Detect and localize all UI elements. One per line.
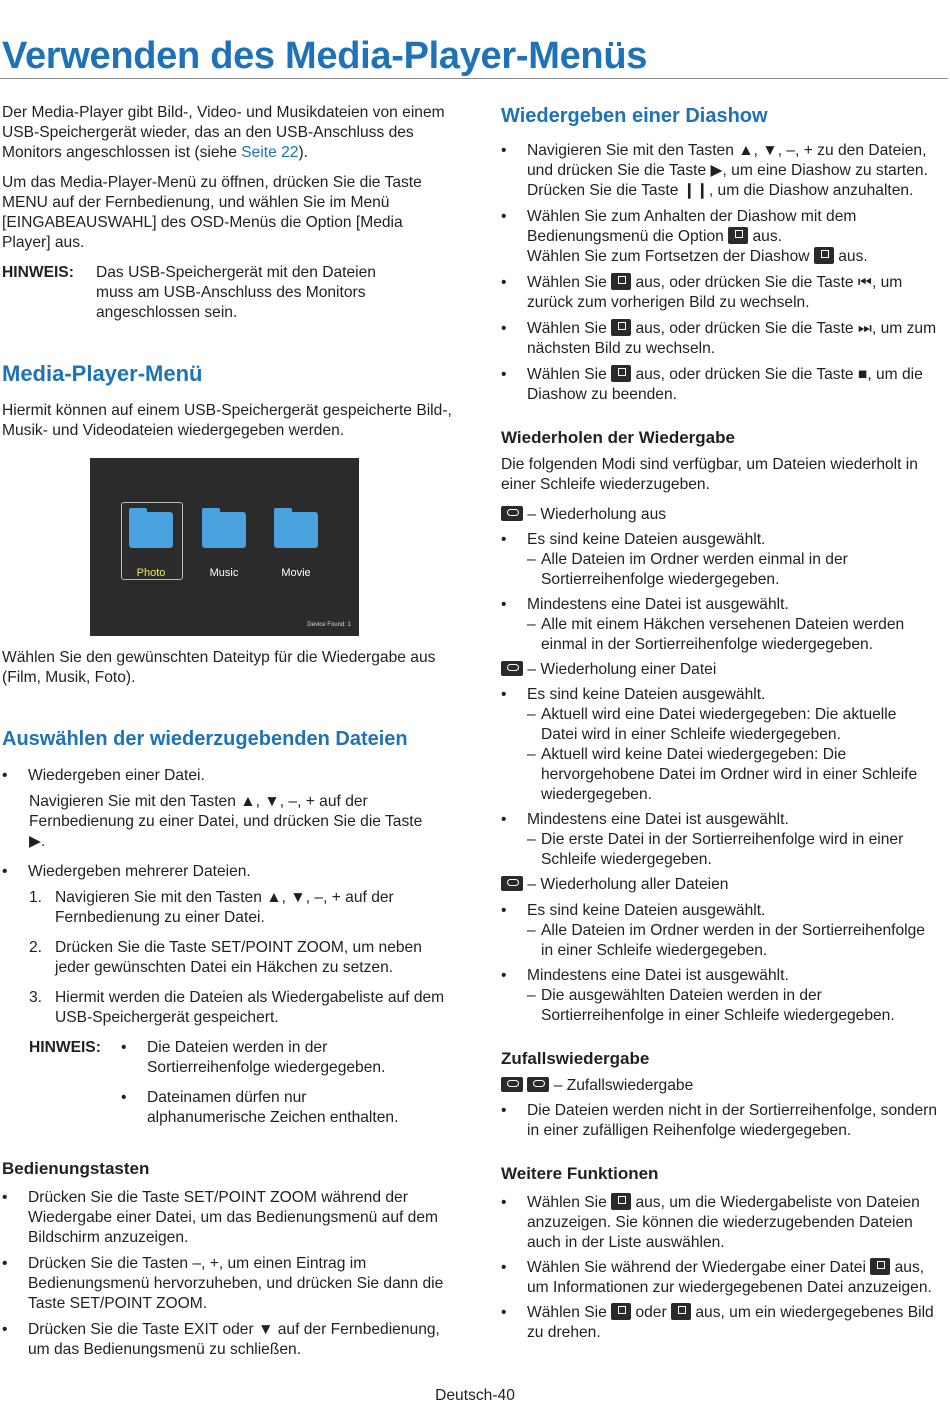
photo-label: Photo <box>136 567 166 579</box>
stop-option-icon <box>611 365 631 382</box>
repeat-one-none-detail-1: – Aktuell wird eine Datei wiedergegeben: Die aktuelle Datei wird in einer Schleife wiedergegeben. <box>527 705 931 745</box>
select-bullet-1-text: Navigieren Sie mit den Tasten ▲, ▼, –, + auf der Fernbedienung zu einer Datei, und drücken Sie die Taste ▶. <box>29 793 423 850</box>
slideshow-item-4: • Wählen Sie aus, oder drücken Sie die Taste ⏭, um zum nächsten Bild zu wechseln. <box>501 319 947 359</box>
section-heading-more: Weitere Funktionen <box>501 1164 659 1183</box>
select-steps <box>2 888 459 1028</box>
section-heading-menu: Media-Player-Menü <box>2 361 203 386</box>
rotate-right-icon <box>671 1303 691 1320</box>
section-heading-slideshow: Wiedergeben einer Diashow <box>501 105 768 127</box>
slideshow-item-2: • Wählen Sie zum Anhalten der Diashow mit dem Bedienungsmenü die Option aus. Wählen Sie zum Fortsetzen der Diashow aus. <box>501 207 947 267</box>
slideshow-item-1: • Navigieren Sie mit den Tasten ▲, ▼, –, + zu den Dateien, und drücken Sie die Taste ▶, um eine Diashow zu starten. Drücken Sie die Taste ❙❙, um die Diashow anzuhalten. <box>501 141 937 201</box>
controls-item-3: • Drücken Sie die Taste EXIT oder ▼ auf der Fernbedienung, um das Bedienungsmenü zu schließen. <box>2 1320 458 1360</box>
photo-selection-frame <box>121 502 183 580</box>
more-item-2: • Wählen Sie während der Wiedergabe einer Datei aus, um Informationen zur wiedergegebenen Datei anzuzeigen. <box>501 1258 948 1298</box>
note-2 <box>2 1038 472 1128</box>
movie-label: Movie <box>281 567 311 579</box>
note-label: HINWEIS: <box>2 264 74 281</box>
intro-paragraph-2: Um das Media-Player-Menü zu öffnen, drücken Sie die Taste MENU auf der Fernbedienung, und wählen Sie im Menü [EINGABEAUSWAHL] des OSD-Menüs die Option [Media Player] aus. <box>2 174 422 251</box>
music-tile <box>194 512 254 583</box>
movie-tile <box>266 512 326 583</box>
page-title: Verwenden des Media-Player-Menüs <box>2 35 648 77</box>
repeat-all-none-detail: – Alle Dateien im Ordner werden in der Sortierreihenfolge in einer Schleife wiedergegeben. <box>527 921 941 961</box>
note-2-item-2: • Dateinamen dürfen nur alphanumerische Zeichen enthalten. <box>121 1088 421 1128</box>
repeat-one-none-detail-2: – Aktuell wird keine Datei wiedergegeben: Die hervorgehobene Datei im Ordner wird in einer Schleife wiedergegeben. <box>527 745 950 805</box>
music-folder-icon <box>202 512 246 548</box>
repeat-off-none-detail: – Alle Dateien im Ordner werden einmal in der Sortierreihenfolge wiedergegeben. <box>527 550 881 590</box>
shuffle-off-icon <box>527 1077 549 1092</box>
repeat-off-some-detail: – Alle mit einem Häkchen versehenen Dateien werden einmal in der Sortierreihenfolge wiedergegeben. <box>527 615 941 655</box>
music-label: Music <box>209 567 239 579</box>
left-column <box>2 103 472 441</box>
playlist-option-icon <box>611 1193 631 1210</box>
intro-paragraph: Der Media-Player gibt Bild-, Video- und Musikdateien von einem USB-Speichergerät wieder, das an den USB-Anschluss des Monitors angeschlossen ist (siehe Seite 22). <box>2 104 445 161</box>
info-option-icon <box>870 1258 890 1275</box>
note-2-label: HINWEIS: <box>29 1039 101 1056</box>
repeat-one-icon <box>501 661 523 676</box>
shuffle-label: – Zufallswiedergabe <box>501 1076 948 1096</box>
movie-folder-icon <box>274 512 318 548</box>
slideshow-item-5: • Wählen Sie aus, oder drücken Sie die Taste ■, um die Diashow zu beenden. <box>501 365 947 405</box>
repeat-off-icon <box>501 506 523 521</box>
page-footer: Deutsch-40 <box>435 1387 515 1404</box>
controls-item-1: • Drücken Sie die Taste SET/POINT ZOOM während der Wiedergabe einer Datei, um das Bedienungsmenü auf dem Bildschirm anzuzeigen. <box>2 1188 448 1248</box>
repeat-all-some: • Mindestens eine Datei ist ausgewählt. <box>501 966 948 986</box>
repeat-one-none: • Es sind keine Dateien ausgewählt. <box>501 685 948 705</box>
menu-description: Hiermit können auf einem USB-Speichergerät gespeicherte Bild-, Musik- und Videodateien wiedergegeben werden. <box>2 402 452 439</box>
title-rule <box>0 78 948 79</box>
repeat-off-label: – Wiederholung aus <box>501 505 948 525</box>
choose-text: Wählen Sie den gewünschten Dateityp für die Wiedergabe aus (Film, Musik, Foto). <box>2 649 436 686</box>
shuffle-text: • Die Dateien werden nicht in der Sortierreihenfolge, sondern in einer zufälligen Reihenfolge wiedergegeben. <box>501 1101 947 1141</box>
repeat-one-label: – Wiederholung einer Datei <box>501 660 948 680</box>
note-text: Das USB-Speichergerät mit den Dateien muss am USB-Anschluss des Monitors angeschlossen sein. <box>96 264 376 321</box>
select-bullet-2: • Wiedergeben mehrerer Dateien. <box>2 862 472 882</box>
device-found-text: Device Found: 1 <box>307 622 351 628</box>
more-item-1: • Wählen Sie aus, um die Wiedergabeliste von Dateien anzuzeigen. Sie können die wiederzugebenden Dateien auch in der Liste auswählen. <box>501 1193 948 1253</box>
more-item-3: • Wählen Sie oder aus, um ein wiedergegebenes Bild zu drehen. <box>501 1303 948 1343</box>
rotate-left-icon <box>611 1303 631 1320</box>
step-2: 2. Drücken Sie die Taste SET/POINT ZOOM, um neben jeder gewünschten Datei ein Häkchen zu setzen. <box>29 939 422 976</box>
page-link[interactable]: Seite 22 <box>241 144 299 161</box>
next-option-icon <box>611 319 631 336</box>
repeat-one-some: • Mindestens eine Datei ist ausgewählt. <box>501 810 948 830</box>
section-heading-repeat: Wiederholen der Wiedergabe <box>501 428 735 447</box>
note-2-item-1: • Die Dateien werden in der Sortierreihenfolge wiedergegeben. <box>121 1038 421 1078</box>
repeat-all-label: – Wiederholung aller Dateien <box>501 875 948 895</box>
right-column <box>501 103 948 1343</box>
repeat-off-some: • Mindestens eine Datei ist ausgewählt. <box>501 595 948 615</box>
controls-item-2: • Drücken Sie die Tasten –, +, um einen Eintrag im Bedienungsmenü hervorzuheben, und drücken Sie dann die Taste SET/POINT ZOOM. <box>2 1254 458 1314</box>
note <box>2 263 472 323</box>
slideshow-item-3: • Wählen Sie aus, oder drücken Sie die Taste ⏮, um zurück zum vorherigen Bild zu wechseln. <box>501 273 947 313</box>
section-heading-controls: Bedienungstasten <box>2 1159 150 1178</box>
previous-option-icon <box>611 273 631 290</box>
repeat-all-some-detail: – Die ausgewählten Dateien werden in der Sortierreihenfolge in einer Schleife wiedergegeben. <box>527 986 941 1026</box>
left-column-lower <box>2 648 472 1360</box>
shuffle-on-icon <box>501 1077 523 1092</box>
repeat-off-none: • Es sind keine Dateien ausgewählt. <box>501 530 948 550</box>
play-option-icon <box>814 247 834 264</box>
repeat-all-icon <box>501 876 523 891</box>
section-heading-select: Auswählen der wiederzugebenden Dateien <box>2 728 408 750</box>
step-3: 3. Hiermit werden die Dateien als Wiedergabeliste auf dem USB-Speichergerät gespeichert. <box>29 989 445 1026</box>
select-bullet-1: • Wiedergeben einer Datei. <box>2 766 472 786</box>
repeat-one-some-detail: – Die erste Datei in der Sortierreihenfolge wird in einer Schleife wiedergegeben. <box>527 830 941 870</box>
repeat-all-none: • Es sind keine Dateien ausgewählt. <box>501 901 948 921</box>
pause-option-icon <box>728 227 748 244</box>
step-1: 1. Navigieren Sie mit den Tasten ▲, ▼, –, + auf der Fernbedienung zu einer Datei. <box>29 889 394 926</box>
repeat-intro: Die folgenden Modi sind verfügbar, um Dateien wiederholt in einer Schleife wiederzugeben. <box>501 456 918 493</box>
section-heading-shuffle: Zufallswiedergabe <box>501 1049 650 1068</box>
